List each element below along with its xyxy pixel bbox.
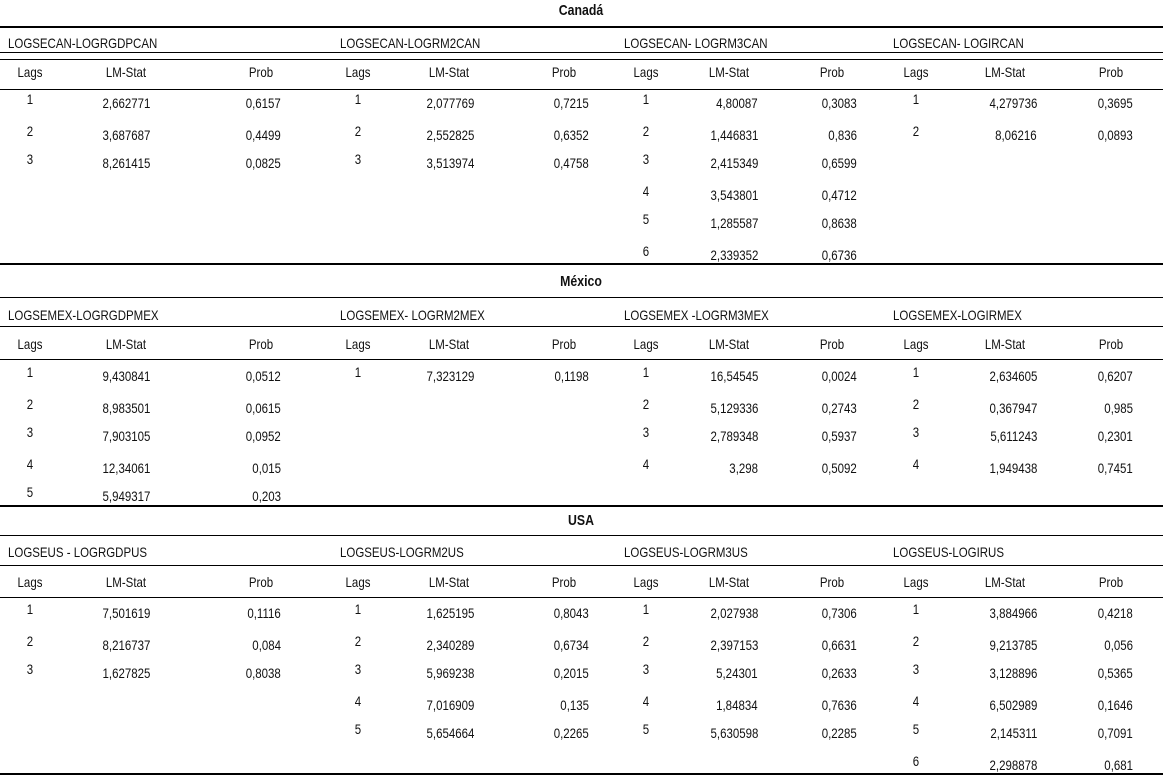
cell-lag: 1 — [26, 91, 34, 107]
cell-prob: 0,135 — [560, 697, 589, 713]
cell-lmstat: 3,687687 — [102, 127, 150, 143]
cell-lag: 1 — [912, 91, 920, 107]
cell-lmstat: 1,285587 — [710, 215, 758, 231]
cell-lmstat: 2,298878 — [989, 757, 1037, 773]
col-header-lags: Lags — [17, 336, 43, 352]
cell-prob: 0,0952 — [245, 428, 281, 444]
cell-lag: 4 — [354, 693, 362, 709]
cell-lag: 2 — [642, 633, 650, 649]
col-header-lags: Lags — [345, 574, 371, 590]
col-header-lags: Lags — [903, 336, 929, 352]
cell-prob: 0,015 — [252, 460, 281, 476]
cell-lag: 2 — [26, 396, 34, 412]
cell-lmstat: 7,016909 — [426, 697, 474, 713]
table-rule — [0, 297, 1163, 298]
cell-prob: 0,4218 — [1097, 605, 1133, 621]
panel-title: LOGSEMEX-LOGIRMEX — [893, 307, 1022, 323]
cell-prob: 0,0512 — [245, 368, 281, 384]
cell-lmstat: 3,298 — [729, 460, 758, 476]
table-rule — [0, 59, 1163, 60]
panel-title: LOGSEMEX- LOGRM2MEX — [340, 307, 485, 323]
cell-lag: 4 — [642, 693, 650, 709]
panel-title: LOGSECAN-LOGRM2CAN — [340, 35, 481, 51]
cell-lag: 2 — [354, 633, 362, 649]
col-header-prob: Prob — [819, 64, 845, 80]
col-header-prob: Prob — [819, 336, 845, 352]
cell-prob: 0,6736 — [821, 247, 857, 263]
table-rule — [0, 52, 1163, 53]
panel-title: LOGSEUS - LOGRGDPUS — [8, 544, 148, 560]
cell-lag: 4 — [642, 183, 650, 199]
cell-lmstat: 3,884966 — [989, 605, 1037, 621]
cell-prob: 0,5937 — [821, 428, 857, 444]
cell-prob: 0,7215 — [553, 95, 589, 111]
cell-prob: 0,2265 — [553, 725, 589, 741]
col-header-prob: Prob — [248, 64, 274, 80]
cell-prob: 0,2633 — [821, 665, 857, 681]
col-header-lags: Lags — [17, 574, 43, 590]
cell-lag: 2 — [912, 633, 920, 649]
cell-prob: 0,6352 — [553, 127, 589, 143]
cell-lag: 6 — [642, 243, 650, 259]
col-header-prob: Prob — [551, 336, 577, 352]
panel-title: LOGSEUS-LOGRM2US — [340, 544, 464, 560]
section-title-1: México — [560, 273, 602, 290]
cell-lmstat: 7,903105 — [102, 428, 150, 444]
cell-lag: 4 — [912, 456, 920, 472]
cell-prob: 0,1646 — [1097, 697, 1133, 713]
col-header-lmstat: LM-Stat — [708, 336, 750, 352]
cell-lmstat: 8,983501 — [102, 400, 150, 416]
cell-lag: 6 — [912, 753, 920, 769]
section-title-2: USA — [568, 512, 594, 529]
cell-prob: 0,203 — [252, 488, 281, 504]
cell-lmstat: 1,446831 — [710, 127, 758, 143]
cell-lag: 2 — [642, 396, 650, 412]
cell-prob: 0,836 — [828, 127, 857, 143]
cell-lmstat: 8,216737 — [102, 637, 150, 653]
cell-lag: 3 — [912, 424, 920, 440]
cell-lmstat: 12,34061 — [102, 460, 150, 476]
cell-prob: 0,681 — [1104, 757, 1133, 773]
panel-title: LOGSEMEX -LOGRM3MEX — [624, 307, 769, 323]
cell-prob: 0,0825 — [245, 155, 281, 171]
cell-lmstat: 3,543801 — [710, 187, 758, 203]
col-header-prob: Prob — [1098, 574, 1124, 590]
col-header-lmstat: LM-Stat — [708, 64, 750, 80]
col-header-lags: Lags — [633, 574, 659, 590]
cell-lmstat: 2,397153 — [710, 637, 758, 653]
col-header-lags: Lags — [903, 64, 929, 80]
table-rule — [0, 326, 1163, 327]
col-header-lmstat: LM-Stat — [105, 574, 147, 590]
col-header-lmstat: LM-Stat — [708, 574, 750, 590]
panel-title: LOGSEUS-LOGRM3US — [624, 544, 748, 560]
cell-prob: 0,084 — [252, 637, 281, 653]
cell-lag: 3 — [912, 661, 920, 677]
col-header-prob: Prob — [551, 64, 577, 80]
table-rule — [0, 359, 1163, 360]
cell-lag: 1 — [354, 601, 362, 617]
col-header-prob: Prob — [1098, 64, 1124, 80]
cell-prob: 0,7306 — [821, 605, 857, 621]
cell-lmstat: 6,502989 — [989, 697, 1037, 713]
col-header-lmstat: LM-Stat — [984, 336, 1026, 352]
col-header-lmstat: LM-Stat — [428, 336, 470, 352]
cell-prob: 0,0024 — [821, 368, 857, 384]
cell-lmstat: 2,552825 — [426, 127, 474, 143]
col-header-prob: Prob — [248, 336, 274, 352]
table-rule — [0, 89, 1163, 90]
cell-prob: 0,2015 — [553, 665, 589, 681]
cell-prob: 0,1116 — [247, 605, 281, 621]
cell-lag: 3 — [354, 661, 362, 677]
cell-lmstat: 8,261415 — [102, 155, 150, 171]
cell-lmstat: 1,949438 — [989, 460, 1037, 476]
col-header-prob: Prob — [248, 574, 274, 590]
col-header-lmstat: LM-Stat — [428, 574, 470, 590]
table-rule — [0, 565, 1163, 566]
cell-lag: 5 — [642, 721, 650, 737]
panel-title: LOGSEMEX-LOGRGDPMEX — [8, 307, 159, 323]
cell-lmstat: 1,625195 — [426, 605, 474, 621]
cell-lmstat: 1,84834 — [716, 697, 758, 713]
cell-prob: 0,3083 — [821, 95, 857, 111]
cell-lag: 5 — [354, 721, 362, 737]
cell-prob: 0,4499 — [245, 127, 281, 143]
cell-lmstat: 5,949317 — [102, 488, 150, 504]
cell-lmstat: 5,630598 — [710, 725, 758, 741]
cell-prob: 0,3695 — [1097, 95, 1133, 111]
cell-lmstat: 4,80087 — [716, 95, 758, 111]
table-rule — [0, 263, 1163, 265]
cell-lag: 1 — [642, 364, 650, 380]
cell-prob: 0,8638 — [821, 215, 857, 231]
cell-lag: 2 — [26, 123, 34, 139]
col-header-prob: Prob — [1098, 336, 1124, 352]
panel-title: LOGSECAN-LOGRGDPCAN — [8, 35, 158, 51]
panel-title: LOGSECAN- LOGIRCAN — [893, 35, 1024, 51]
col-header-lags: Lags — [345, 336, 371, 352]
cell-prob: 0,8038 — [245, 665, 281, 681]
cell-lmstat: 8,06216 — [995, 127, 1037, 143]
cell-lmstat: 4,279736 — [989, 95, 1037, 111]
col-header-lags: Lags — [345, 64, 371, 80]
cell-prob: 0,4712 — [821, 187, 857, 203]
cell-prob: 0,7451 — [1097, 460, 1133, 476]
cell-lag: 1 — [912, 601, 920, 617]
cell-lmstat: 2,789348 — [710, 428, 758, 444]
cell-prob: 0,6207 — [1097, 368, 1133, 384]
col-header-lags: Lags — [633, 64, 659, 80]
col-header-lmstat: LM-Stat — [984, 64, 1026, 80]
table-rule — [0, 597, 1163, 598]
cell-lag: 2 — [642, 123, 650, 139]
cell-lmstat: 5,129336 — [710, 400, 758, 416]
cell-lag: 4 — [26, 456, 34, 472]
cell-lmstat: 2,662771 — [102, 95, 150, 111]
cell-lmstat: 7,501619 — [102, 605, 150, 621]
cell-prob: 0,2301 — [1097, 428, 1133, 444]
cell-lmstat: 3,128896 — [989, 665, 1037, 681]
cell-lag: 1 — [354, 91, 362, 107]
cell-lmstat: 2,340289 — [426, 637, 474, 653]
cell-prob: 0,0893 — [1097, 127, 1133, 143]
cell-lag: 1 — [912, 364, 920, 380]
cell-prob: 0,5092 — [821, 460, 857, 476]
cell-lag: 1 — [354, 364, 362, 380]
col-header-prob: Prob — [819, 574, 845, 590]
cell-prob: 0,6157 — [245, 95, 281, 111]
cell-prob: 0,7091 — [1097, 725, 1133, 741]
cell-lmstat: 2,415349 — [710, 155, 758, 171]
cell-lag: 1 — [642, 91, 650, 107]
cell-lmstat: 16,54545 — [710, 368, 758, 384]
cell-lag: 2 — [26, 633, 34, 649]
table-rule — [0, 505, 1163, 507]
cell-lag: 3 — [26, 424, 34, 440]
cell-lmstat: 2,634605 — [989, 368, 1037, 384]
cell-lag: 3 — [642, 424, 650, 440]
col-header-lags: Lags — [903, 574, 929, 590]
col-header-lmstat: LM-Stat — [105, 336, 147, 352]
section-title-0: Canadá — [558, 2, 604, 19]
cell-lag: 5 — [26, 484, 34, 500]
cell-lag: 3 — [354, 151, 362, 167]
table-rule — [0, 26, 1163, 28]
cell-lmstat: 2,077769 — [426, 95, 474, 111]
cell-lag: 1 — [26, 364, 34, 380]
cell-lmstat: 5,24301 — [716, 665, 758, 681]
col-header-prob: Prob — [551, 574, 577, 590]
cell-lmstat: 2,145311 — [989, 725, 1037, 741]
cell-lag: 4 — [912, 693, 920, 709]
cell-prob: 0,7636 — [821, 697, 857, 713]
cell-lag: 3 — [26, 151, 34, 167]
cell-lmstat: 7,323129 — [426, 368, 474, 384]
cell-prob: 0,6631 — [821, 637, 857, 653]
cell-lmstat: 5,654664 — [426, 725, 474, 741]
cell-lag: 1 — [642, 601, 650, 617]
cell-prob: 0,6734 — [553, 637, 589, 653]
col-header-lmstat: LM-Stat — [428, 64, 470, 80]
panel-title: LOGSEUS-LOGIRUS — [893, 544, 1005, 560]
cell-lag: 5 — [912, 721, 920, 737]
cell-lmstat: 3,513974 — [426, 155, 474, 171]
col-header-lmstat: LM-Stat — [984, 574, 1026, 590]
cell-prob: 0,2285 — [821, 725, 857, 741]
cell-lmstat: 0,367947 — [989, 400, 1037, 416]
cell-prob: 0,6599 — [821, 155, 857, 171]
cell-lag: 1 — [26, 601, 34, 617]
table-rule — [0, 535, 1163, 536]
cell-lmstat: 5,611243 — [989, 428, 1037, 444]
panel-title: LOGSECAN- LOGRM3CAN — [624, 35, 768, 51]
cell-lag: 3 — [642, 661, 650, 677]
cell-lmstat: 1,627825 — [102, 665, 150, 681]
cell-prob: 0,1198 — [554, 368, 589, 384]
cell-lmstat: 9,430841 — [102, 368, 150, 384]
cell-lag: 2 — [912, 123, 920, 139]
cell-lmstat: 5,969238 — [426, 665, 474, 681]
cell-prob: 0,056 — [1104, 637, 1133, 653]
cell-lmstat: 9,213785 — [989, 637, 1037, 653]
cell-prob: 0,4758 — [553, 155, 589, 171]
cell-prob: 0,8043 — [553, 605, 589, 621]
cell-lag: 4 — [642, 456, 650, 472]
cell-lmstat: 2,027938 — [710, 605, 758, 621]
cell-lag: 2 — [912, 396, 920, 412]
cell-prob: 0,985 — [1104, 400, 1133, 416]
cell-lag: 3 — [26, 661, 34, 677]
cell-lmstat: 2,339352 — [710, 247, 758, 263]
cell-lag: 2 — [354, 123, 362, 139]
col-header-lags: Lags — [633, 336, 659, 352]
cell-prob: 0,5365 — [1097, 665, 1133, 681]
col-header-lags: Lags — [17, 64, 43, 80]
cell-lag: 3 — [642, 151, 650, 167]
col-header-lmstat: LM-Stat — [105, 64, 147, 80]
cell-lag: 5 — [642, 211, 650, 227]
cell-prob: 0,0615 — [245, 400, 281, 416]
cell-prob: 0,2743 — [821, 400, 857, 416]
